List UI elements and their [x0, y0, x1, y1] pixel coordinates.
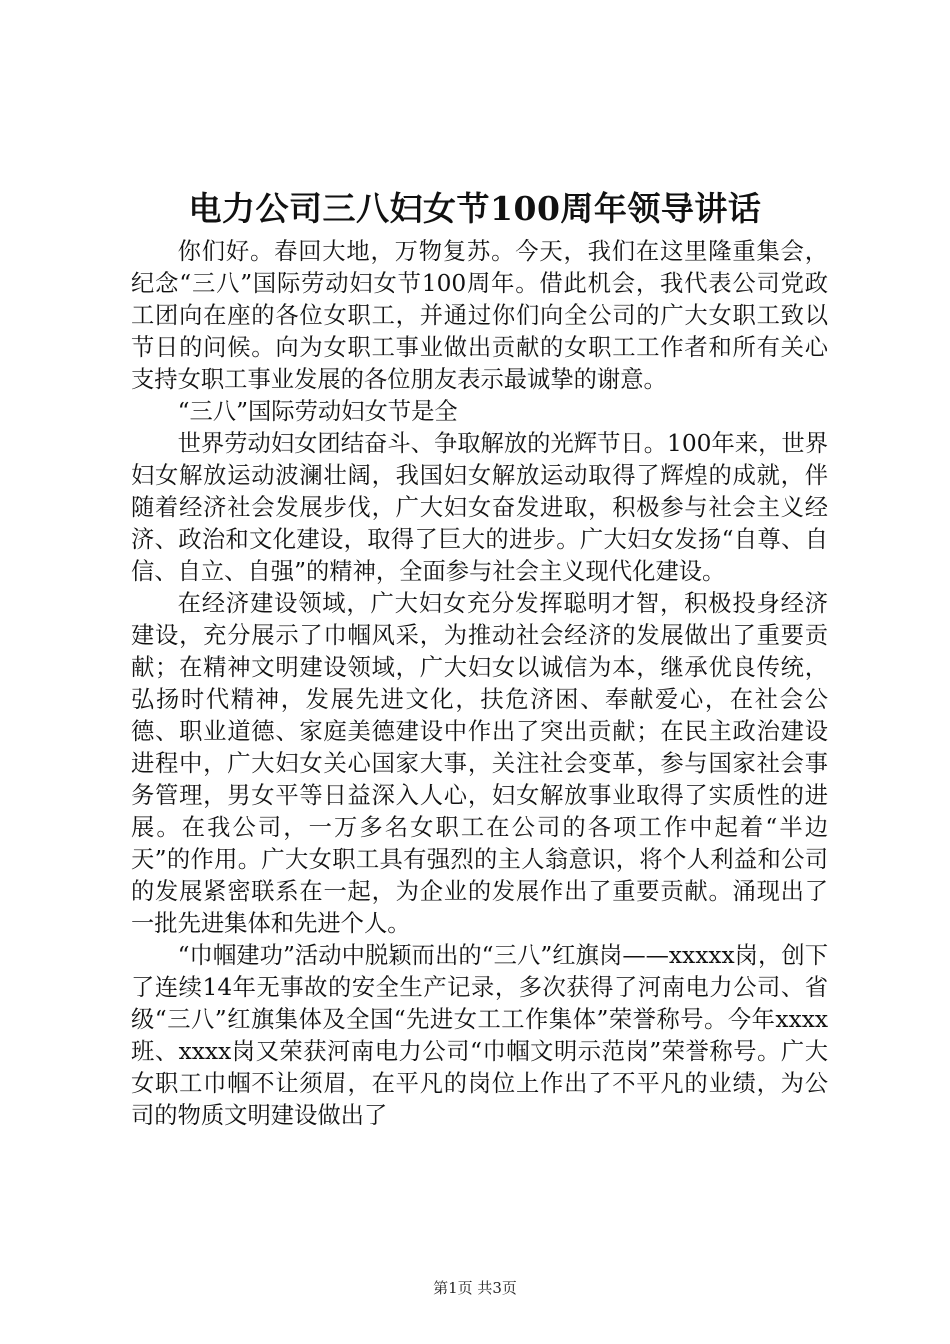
paragraph: 在经济建设领域，广大妇女充分发挥聪明才智，积极投身经济建设，充分展示了巾帼风采，为推动社会经济的发展做出了重要贡献；在精神文明建设领域，广大妇女以诚信为本，继承优良传统，弘扬时代精神，发展先进文化，扶危济困、奉献爱心，在社会公德、职业道德、家庭美德建设中作出了突出贡献；在民主政治建设进程中，广大妇女关心国家大事，关注社会变革，参与国家社会事务管理，男女平等日益深入人心，妇女解放事业取得了实质性的进展。在我公司，一万多名女职工在公司的各项工作中起着“半边天”的作用。广大女职工具有强烈的主人翁意识，将个人利益和公司的发展紧密联系在一起，为企业的发展作出了重要贡献。涌现出了一批先进集体和先进个人。 [131, 590, 828, 937]
document-title: 电力公司三八妇女节100周年领导讲话 [188, 189, 762, 228]
paragraph: 世界劳动妇女团结奋斗、争取解放的光辉节日。100年来，世界妇女解放运动波澜壮阔，我国妇女解放运动取得了辉煌的成就，伴随着经济社会发展步伐，广大妇女奋发进取，积极参与社会主义经济、政治和文化建设，取得了巨大的进步。广大妇女发扬“自尊、自信、自立、自强”的精神，全面参与社会主义现代化建设。 [131, 430, 828, 585]
paragraph: “三八”国际劳动妇女节是全 [177, 398, 458, 425]
page-number-footer: 第1页 共3页 [433, 1279, 517, 1297]
document-body [131, 236, 828, 1132]
paragraph: “巾帼建功”活动中脱颖而出的“三八”红旗岗——xxxxx岗，创下了连续14年无事故的安全生产记录，多次获得了河南电力公司、省级“三八”红旗集体及全国“先进女工工作集体”荣誉称号。今年xxxx班、xxxx岗又荣获河南电力公司“巾帼文明示范岗”荣誉称号。广大女职工巾帼不让须眉，在平凡的岗位上作出了不平凡的业绩，为公司的物质文明建设做出了 [131, 942, 828, 1129]
paragraph: 你们好。春回大地，万物复苏。今天，我们在这里隆重集会，纪念“三八”国际劳动妇女节100周年。借此机会，我代表公司党政工团向在座的各位女职工，并通过你们向全公司的广大女职工致以节日的问候。向为女职工事业做出贡献的女职工工作者和所有关心支持女职工事业发展的各位朋友表示最诚挚的谢意。 [131, 238, 828, 393]
